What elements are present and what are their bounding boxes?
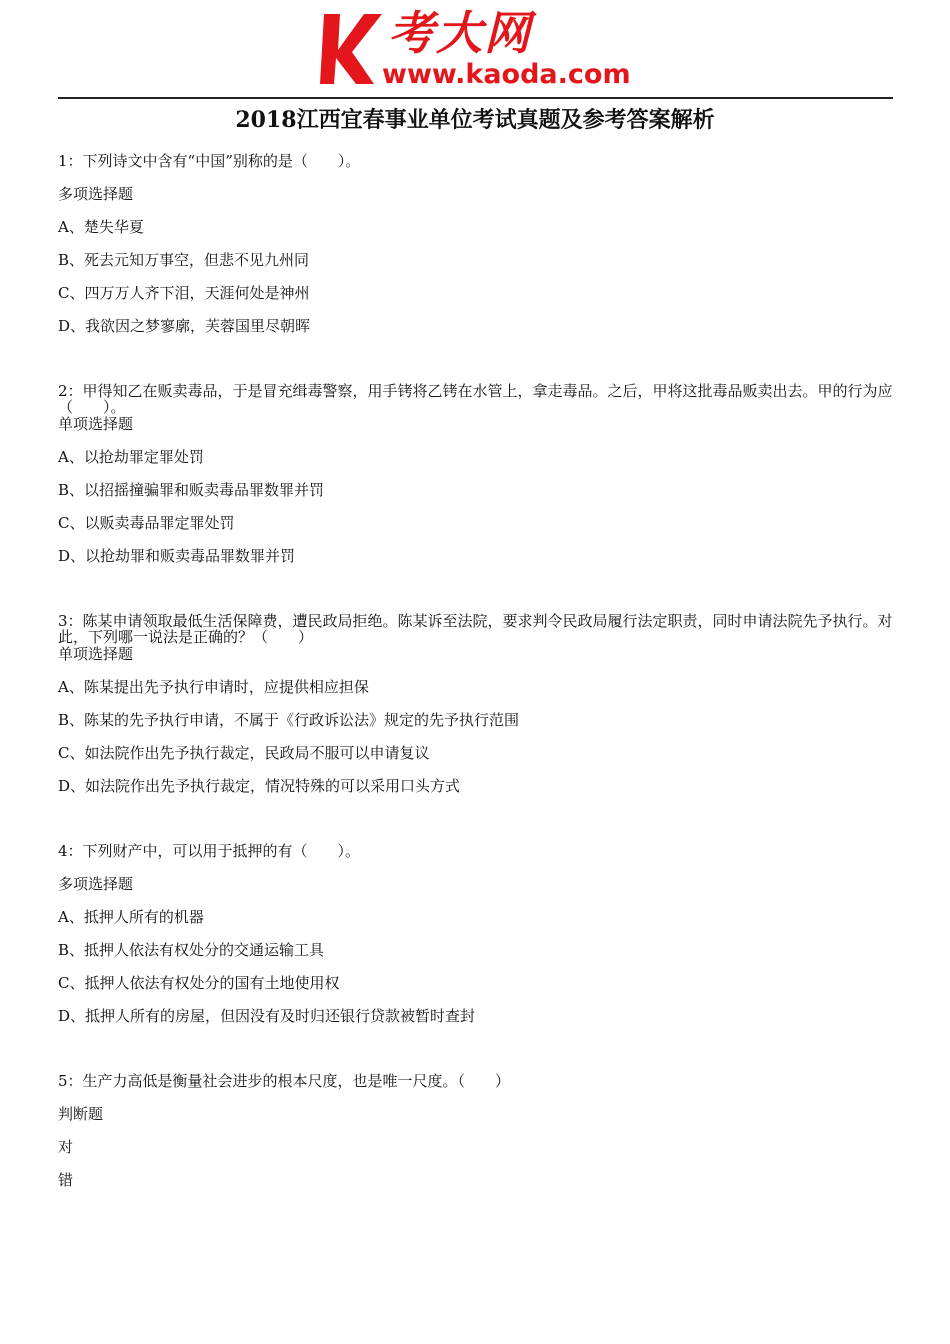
question-type: 多项选择题: [58, 875, 134, 893]
question-2: [58, 375, 893, 573]
option-false[interactable]: 错: [58, 1171, 74, 1189]
option-b[interactable]: B、陈某的先予执行申请，不属于《行政诉讼法》规定的先予执行范围: [58, 711, 520, 729]
option-d[interactable]: D、我欲因之梦寥廓，芙蓉国里尽朝晖: [58, 317, 311, 335]
question-5: [58, 1065, 893, 1197]
option-d[interactable]: D、以抢劫罪和贩卖毒品罪数罪并罚: [58, 547, 296, 565]
option-d[interactable]: D、抵押人所有的房屋，但因没有及时归还银行贷款被暂时查封: [58, 1007, 476, 1025]
logo-url: www.kaoda.com: [382, 59, 631, 90]
option-a[interactable]: A、以抢劫罪定罪处罚: [58, 448, 204, 466]
question-type: 判断题: [58, 1105, 104, 1123]
option-true[interactable]: 对: [58, 1138, 74, 1156]
question-text: 1：下列诗文中含有“中国”别称的是（ ）。: [58, 152, 361, 170]
question-type: 单项选择题: [58, 645, 134, 663]
option-a[interactable]: A、陈某提出先予执行申请时，应提供相应担保: [58, 678, 369, 696]
option-c[interactable]: C、四万万人齐下泪，天涯何处是神州: [58, 284, 310, 302]
question-type: 多项选择题: [58, 185, 134, 203]
option-c[interactable]: C、抵押人依法有权处分的国有土地使用权: [58, 974, 340, 992]
question-text: 5：生产力高低是衡量社会进步的根本尺度，也是唯一尺度。（ ）: [58, 1072, 511, 1090]
question-type: 单项选择题: [58, 415, 134, 433]
option-b[interactable]: B、死去元知万事空，但悲不见九州同: [58, 251, 310, 269]
kaoda-logo[interactable]: [318, 8, 640, 88]
spacer: [58, 803, 893, 835]
spacer: [58, 343, 893, 375]
page-title: 2018江西宜春事业单位考试真题及参考答案解析: [235, 107, 715, 133]
question-text: 2：甲得知乙在贩卖毒品，于是冒充缉毒警察，用手铐将乙铐在水管上，拿走毒品。之后，甲将这批毒品贩卖出去。甲的行为应（ ）。: [58, 382, 893, 416]
option-b[interactable]: B、以招摇撞骗罪和贩卖毒品罪数罪并罚: [58, 481, 325, 499]
option-d[interactable]: D、如法院作出先予执行裁定，情况特殊的可以采用口头方式: [58, 777, 461, 795]
option-a[interactable]: A、楚失华夏: [58, 218, 144, 236]
question-text: 4：下列财产中，可以用于抵押的有（ ）。: [58, 842, 361, 860]
question-3: [58, 605, 893, 803]
spacer: [58, 573, 893, 605]
question-text: 3：陈某申请领取最低生活保障费，遭民政局拒绝。陈某诉至法院，要求判令民政局履行法定职责，同时申请法院先予执行。对此，下列哪一说法是正确的？（ ）: [58, 612, 893, 646]
option-c[interactable]: C、以贩卖毒品罪定罪处罚: [58, 514, 235, 532]
question-4: [58, 835, 893, 1033]
k-logo-icon: [318, 10, 384, 86]
option-a[interactable]: A、抵押人所有的机器: [58, 908, 204, 926]
question-list: [58, 145, 893, 1197]
question-1: [58, 145, 893, 343]
header-divider: [58, 97, 893, 99]
spacer: [58, 1033, 893, 1065]
option-c[interactable]: C、如法院作出先予执行裁定，民政局不服可以申请复议: [58, 744, 430, 762]
option-b[interactable]: B、抵押人依法有权处分的交通运输工具: [58, 941, 325, 959]
logo-chinese-name: 考大网: [388, 6, 532, 60]
